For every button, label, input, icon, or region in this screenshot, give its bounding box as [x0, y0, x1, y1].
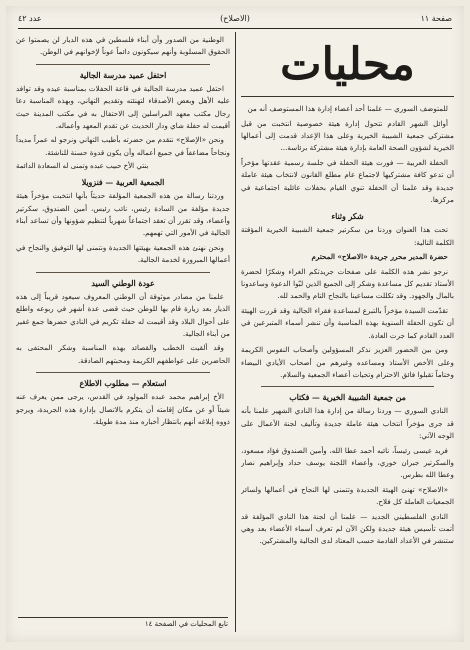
article-paragraph: فريد عيسى رئيساً، نائبه أحمد عطا الله، وأمين الصندوق فؤاد مسعود، والسكرتير جبران خوري، وأعضاء اللجنة يوسف حداد وإبراهيم نصار وعطا الله بطرس.	[241, 445, 454, 480]
section-heading: احتفل عميد مدرسة الجالية	[79, 70, 167, 80]
article-paragraph: ونحن نهنئ هذه الجمعية بهيئتها الجديدة ونتمنى لها التوفيق والنجاح في أعمالها المبرورة لخدمة الجالية.	[16, 242, 230, 265]
section-divider	[36, 64, 210, 65]
newspaper-page	[6, 6, 464, 642]
right-column	[241, 34, 454, 630]
article-paragraph: وردتنا رسالة من هذه الجمعية المؤلفة حديثاً بأنها انتخبت مؤخراً هيئة جديدة مؤلفة من السادة رئيس، نائب رئيس، أمين الصندوق، سكرتير وأعضاء، وقد تقرر أن تعقد اجتماعاً شهرياً لتنظيم شؤونها وأن تساعد أبناء الجالية في الأمور التي تهمهم.	[16, 191, 230, 238]
section-heading: من جمعية الشبيبة الخيرية — فكتاب	[289, 393, 406, 403]
issue-number: عدد ٤٢	[18, 14, 42, 23]
article-paragraph: تقدّمت السيدة مؤخراً بالتبرع لمساعدة فقراء الجالية وقد قررت الهيئة أن تكون الحفلة السنوية بهذه المناسبة وأن تنشر أسماء المتبرعين في العدد القادم كما جرت العادة.	[241, 305, 454, 340]
section-masthead: محليات	[241, 38, 454, 97]
section-divider	[36, 372, 210, 373]
article-paragraph: النادي السوري — وردنا رسالة من إدارة هذا النادي الشهير علمنا بأنه قد جرى مؤخراً انتخاب هيئة عاملة جديدة وتأليف لجنة الأعمال على الوجه الآتي:	[241, 406, 454, 441]
article-paragraph: للمتوضف السوري — علمنا أحد أعضاء إدارة هذا المستوصف أنه من	[247, 104, 448, 114]
article-paragraph: النادي الفلسطيني الجديد — علمنا أن لجنة هذا النادي المؤلفة قد أتمت تأسيس هيئة جديدة ولكن الآن لم تعرف أسماء الأعضاء بعد وهي ستنشر في الأعداد القادمة حسب المعتاد لدى الجالية والمشتركين.	[241, 511, 454, 546]
article-paragraph: الحفلة العربية — فورت هيئة الحفلة في جلسة رسمية عقدتها مؤخراً أن تدعو كافة مشتركيها لاجتماع عام مطلع القانون لانتخاب هيئة عاملة جديدة وقد علمنا أن الحفلة تنوي القيام بحفلات عائلية اجتماعية في مركزها.	[241, 157, 454, 205]
section-divider	[36, 272, 210, 273]
article-paragraph: تحت هذا العنوان وردنا من سكرتير جمعية الشبيبة الخيرية المؤقتة الكلمة التالية:	[241, 225, 454, 247]
article-paragraph: وقد ألقيت الخطب والقصائد بهذه المناسبة وشكر المحتفى به الحاضرين على عواطفهم الكريمة ومحبتهم الصادقة.	[16, 343, 230, 365]
left-column	[16, 34, 230, 630]
newspaper-name: (الاصلاح)	[220, 14, 250, 23]
article-paragraph: علمنا من مصادر موثوقة أن الوطني المعروف سيعود قريباً إلى هذه الديار بعد زيارة قام بها للوطن حيث قضى عدة أشهر في ربوعه واطلع على أحوال البلاد وقد أقيمت له حفلة تكريم في النادي حضرها جمع غفير من أبناء الجالية.	[16, 291, 230, 338]
article-paragraph: أوائل الشهر القادم تتحول إدارة هيئة خصوصية انتخبت من قبل مشتركي جمعية الشبيبة الخيرية وعلى هذا الإعداد قدمت إلى أعمالها الخيرية لشؤون الصحة العامة بإدارة هيئة مشتركة برئاسة...	[241, 118, 454, 153]
section-heading: عودة الوطني السيد	[91, 278, 155, 288]
section-heading: استعلام — مطلوب الاطلاع	[79, 379, 167, 389]
article-paragraph: احتفل عميد مدرسة الجالية في قاعة الحفلات بمناسبة عيده وقد توافد عليه الأهل وبعض الأصدقاء لتهنئته وتقديم التهاني، وبهذه المناسبة دعا رجال مكتب معهد المراسلين إلى الاحتفال به في مكتب المدينة حيث أقيمت له حفلة شاي ودار الحديث عن تقدم المعهد وأعماله.	[16, 83, 230, 131]
article-paragraph: «الاصلاح» تهنئ الهيئة الجديدة وتتمنى لها النجاح في أعمالها ولسائر الجمعيات العاملة كل فلاح.	[241, 484, 454, 507]
article-paragraph: ومن بين الحضور العزيز نذكر المسؤولين وأصحاب النفوس الكريمة وعلى الأخص الأستاذ ومساعده وغيرهم من أصحاب الأيادي البيضاء وختاماً تقبلوا فائق الاحترام وتحيات أعضاء الجمعية والسلام.	[241, 345, 454, 379]
article-paragraph: الأخ إبراهيم محمد عبده المولود في القدس، يرجى ممن يعرف عنه شيئاً أو عن مكان إقامته أن يتكرم بالاتصال بإدارة هذه الجريدة، ويرجو ذووه إبلاغه أنهم بانتظار أخباره منذ مدة طويلة.	[16, 392, 230, 426]
page-header	[18, 12, 452, 29]
section-heading: الجمعية العربية — فنزويلا	[81, 178, 165, 188]
article-signature: بنتي الأخ حبيب عبده وتمنى له السعادة الدائمة	[16, 162, 149, 171]
section-divider	[261, 386, 434, 387]
column-divider	[235, 32, 236, 632]
article-paragraph: ونحن «الإصلاح» نتقدم من حضرته بأطيب التهاني ونرجو له عمراً مديداً ونجاحاً مضاعفاً في جميع أعماله وأن يكون قدوة حسنة للناشئة.	[16, 135, 230, 157]
article-paragraph: الوطنية من الصدور وأن أبناء فلسطين في هذه الديار لن يصمتوا عن الحقوق المسلوبة وأنهم سيكونون دائماً عوناً لإخوانهم في الوطن.	[16, 35, 230, 57]
article-paragraph: نرجو نشر هذه الكلمة على صفحات جريدتكم الغراء وشكرًا لحضرة الأستاذ تقديم كل مساعدة وشكر إلى الجميع الذين لبّوا الدعوة وساعدونا بالمال والجهود. وقد تكللت مساعينا بالنجاح التام والحمد لله.	[241, 266, 454, 301]
continuation-note: تابع المحليات في الصفحة ١٤	[18, 617, 228, 628]
page-number: صفحة ١١	[420, 14, 452, 23]
section-heading: شكر وثناء	[331, 212, 364, 222]
article-address: حضرة المدير محرر جريدة «الاصلاح» المحترم	[311, 252, 448, 262]
